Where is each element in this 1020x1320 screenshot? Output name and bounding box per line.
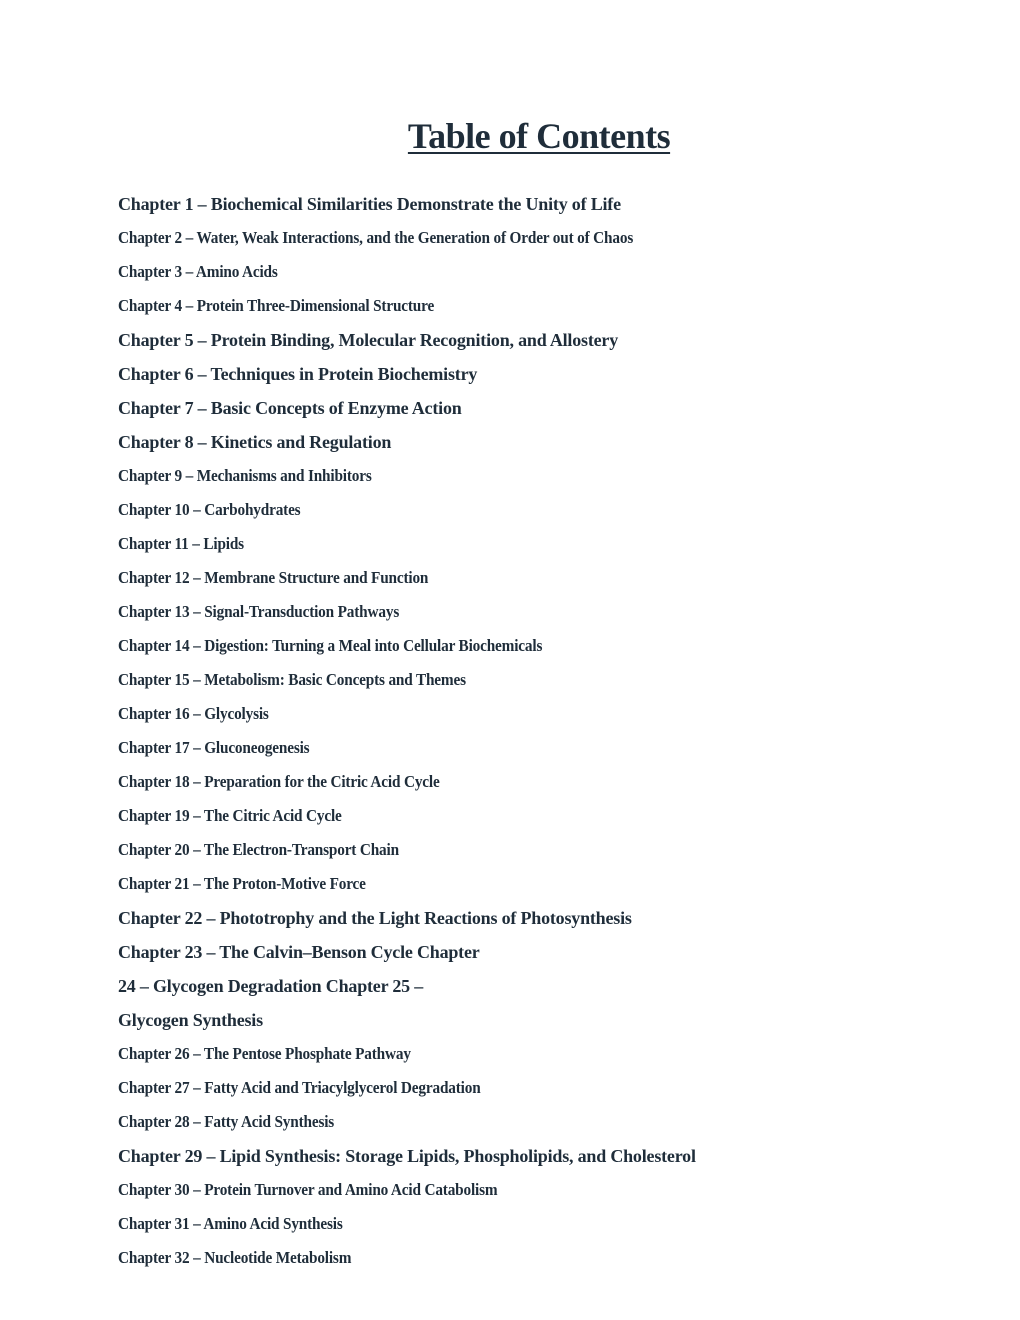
toc-entry: Chapter 7 – Basic Concepts of Enzyme Action: [118, 398, 462, 418]
toc-entry: Chapter 31 – Amino Acid Synthesis: [118, 1214, 343, 1233]
toc-entry: Chapter 8 – Kinetics and Regulation: [118, 432, 392, 452]
toc-entry: Chapter 16 – Glycolysis: [118, 704, 269, 723]
toc-list: [118, 190, 778, 1278]
toc-entry: Chapter 21 – The Proton-Motive Force: [118, 874, 366, 893]
toc-entry: Chapter 15 – Metabolism: Basic Concepts and Themes: [118, 670, 466, 689]
toc-entry: Chapter 5 – Protein Binding, Molecular Recognition, and Allostery: [118, 330, 619, 350]
toc-entry: Chapter 20 – The Electron-Transport Chain: [118, 840, 399, 859]
toc-entry: Chapter 26 – The Pentose Phosphate Pathway: [118, 1044, 411, 1063]
toc-entry: Chapter 4 – Protein Three-Dimensional Structure: [118, 296, 435, 315]
toc-entry: Chapter 13 – Signal-Transduction Pathways: [118, 602, 400, 621]
toc-entry: Chapter 6 – Techniques in Protein Biochemistry: [118, 364, 478, 384]
toc-entry: Chapter 23 – The Calvin–Benson Cycle Chapter: [118, 942, 480, 962]
toc-entry: 24 – Glycogen Degradation Chapter 25 –: [118, 976, 424, 996]
toc-entry: Chapter 2 – Water, Weak Interactions, and the Generation of Order out of Chaos: [118, 228, 634, 247]
toc-entry: Chapter 18 – Preparation for the Citric Acid Cycle: [118, 772, 440, 791]
toc-entry: Chapter 10 – Carbohydrates: [118, 500, 301, 519]
toc-entry: Chapter 27 – Fatty Acid and Triacylglycerol Degradation: [118, 1078, 481, 1097]
toc-entry: Chapter 22 – Phototrophy and the Light Reactions of Photosynthesis: [118, 908, 632, 928]
toc-entry: Chapter 11 – Lipids: [118, 534, 244, 553]
toc-entry: Chapter 3 – Amino Acids: [118, 262, 278, 281]
page-title: Table of Contents: [407, 116, 671, 156]
toc-entry: Chapter 1 – Biochemical Similarities Demonstrate the Unity of Life: [118, 194, 621, 214]
toc-entry: Chapter 28 – Fatty Acid Synthesis: [118, 1112, 335, 1131]
toc-entry: Chapter 30 – Protein Turnover and Amino Acid Catabolism: [118, 1180, 498, 1199]
toc-entry: Chapter 32 – Nucleotide Metabolism: [118, 1248, 352, 1267]
toc-entry: Chapter 19 – The Citric Acid Cycle: [118, 806, 342, 825]
toc-entry: Chapter 17 – Gluconeogenesis: [118, 738, 310, 757]
toc-entry: Glycogen Synthesis: [118, 1010, 263, 1030]
toc-entry: Chapter 14 – Digestion: Turning a Meal into Cellular Biochemicals: [118, 636, 543, 655]
toc-entry: Chapter 29 – Lipid Synthesis: Storage Lipids, Phospholipids, and Cholesterol: [118, 1146, 696, 1166]
toc-entry: Chapter 12 – Membrane Structure and Function: [118, 568, 429, 587]
toc-entry: Chapter 9 – Mechanisms and Inhibitors: [118, 466, 372, 485]
